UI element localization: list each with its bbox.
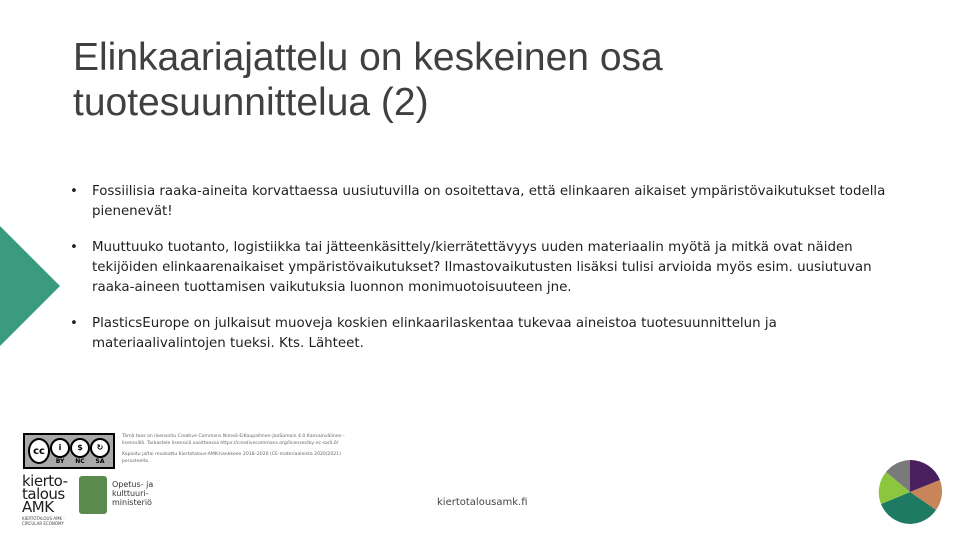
bullet-dot: • [70, 316, 78, 331]
ministry-line-3: ministeriö [112, 498, 152, 507]
kiertotalous-amk-logo [22, 472, 72, 526]
circular-logo-icon [878, 460, 942, 524]
by-group [50, 438, 70, 465]
bullet-text: Muuttuuko tuotanto, logistiikka tai jätteenkäsittely/kierrätettävyys uuden materiaalin myötä ja mitkä ovat näiden tekijöiden elinkaarenaikaiset ympäristövaikutukset? Ilmastovaikutusten lisäksi tulisi arvioida myös esim. uusiutuvan raaka-aineen tuottamisen vaikutuksia luonnon monimuotoisuuteen jne. [92, 240, 872, 295]
cc-license-badge[interactable] [23, 433, 115, 469]
license-text-1: Tämä teos on lisensoitu Creative Commons Nimeä-EiKaupallinen-JaaSamoin 4.0 Kansainvälinen -lisenssillä. Tarkastele lisenssiä osoitteessa https://creativecommons.org/licenses/by-nc-sa/4.0/ [122, 434, 345, 446]
bullet-text: Fossiilisia raaka-aineita korvattaessa uusiutuvilla on osoitettava, että elinkaaren aikaiset ympäristövaikutukset todella pienenevät! [92, 184, 886, 219]
bullet-item [68, 314, 898, 354]
footer-url[interactable]: kiertotalousamk.fi [437, 497, 528, 508]
slide-title-line-2: tuotesuunnittelua (2) [73, 81, 429, 124]
license-text [122, 433, 367, 469]
logo-subtext: KIERTOTALOUS-AMK · CIRCULAR ECONOMY [22, 516, 65, 526]
license-text-2: Kopioitu ja/tai muokattu Kiertotalous-AMK-hankkeen 2018–2020 (CE-materiaaleista 2020/2021) perusteella. [122, 452, 341, 464]
logo-line-2: talous [22, 485, 65, 503]
slide-title [73, 35, 893, 125]
accent-triangle [0, 226, 60, 346]
nc-group [70, 438, 90, 465]
sa-icon: ↻ [90, 438, 110, 458]
logo-line-3: AMK [22, 498, 54, 516]
bullet-dot: • [70, 184, 78, 199]
sa-group [90, 438, 110, 465]
bullet-list [68, 182, 898, 370]
slide-title-line-1: Elinkaariajattelu on keskeinen osa [73, 36, 663, 79]
by-icon: i [50, 438, 70, 458]
nc-icon: $ [70, 438, 90, 458]
ministry-line-1: Opetus- ja [112, 480, 154, 489]
bullet-item [68, 182, 898, 222]
sa-label: SA [95, 457, 105, 465]
nc-label: NC [75, 457, 85, 465]
ministry-seal-icon [79, 476, 107, 514]
ministry-logo-text [112, 480, 172, 507]
logo-line-1: kierto- [22, 472, 68, 490]
by-label: BY [55, 457, 65, 465]
cc-icon: cc [28, 438, 50, 464]
bullet-text: PlasticsEurope on julkaisut muoveja koskien elinkaarilaskentaa tukevaa aineistoa tuotesuunnittelun ja materiaalivalintojen tueksi. Kts. Lähteet. [92, 316, 777, 351]
bullet-dot: • [70, 240, 78, 255]
ministry-line-2: kulttuuri- [112, 489, 149, 498]
bullet-item [68, 238, 898, 298]
